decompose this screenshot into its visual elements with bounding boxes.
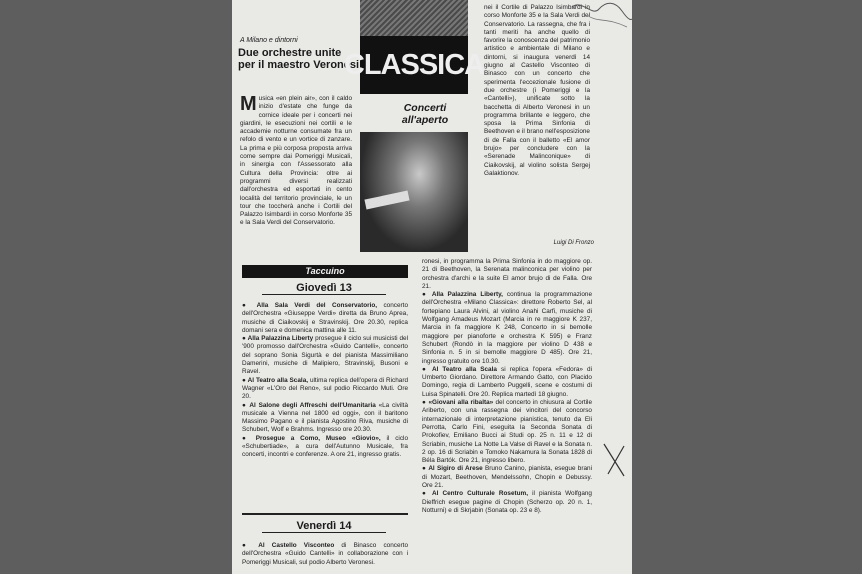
listing-item: ● Al Castello Visconteo di Binasco concerto dell'Orchestra «Guido Cantelli» in collaborazione con i Pomeriggi Musicali, sul podio Alberto Veronesi. [242, 542, 408, 566]
conductor-photo [360, 132, 468, 252]
taccuino-right-column [422, 258, 592, 574]
texture-band [360, 0, 468, 36]
kicker-line-1: Concerti [403, 102, 447, 114]
byline: Luigi Di Fronzo [553, 240, 594, 246]
listing-item: ● Al Teatro alla Scala, ultima replica dell'opera di Richard Wagner «L'Oro del Reno», sul podio Riccardo Muti. Ore 20. [242, 376, 408, 401]
listing-item: ● Al Salone degli Affreschi dell'Umanitaria «La civiltà musicale a Vienna nel 1800 ed oggi», con il baritono Massimo Pagano e il pianista Agostino Riva, musiche di Schubert, Wolf e Brahms. Ingresso ore 20.30. [242, 401, 408, 434]
listing-item: ● Prosegue a Como, Museo «Giovio», il ciclo «Schubertiade», a cura dell'Autunno Musicale, fra concerti, incontri e conferenze. A ore 21, ingresso gratis. [242, 434, 408, 459]
divider-rule [242, 513, 408, 515]
listing-item: ● Al Centro Culturale Rosetum, il pianista Wolfgang Dieffrich esegue pagine di Chopin (Scherzo op. 20 n. 1, Notturni) e di Skrjabin (Sonata op. 23 e 8). [422, 490, 592, 514]
listing-item: ronesi, in programma la Prima Sinfonia in do maggiore op. 21 di Beethoven, la Serenata malinconica per violino per orchestra d'archi e la suite El amor brujo di de Falla. Ore 21. [422, 258, 592, 290]
classica-section-box: CLASSICA [360, 36, 468, 94]
newspaper-clipping [232, 0, 632, 574]
listing-item: ● Al Sigiro di Arese Bruno Canino, pianista, esegue brani di Mozart, Beethoven, Mendelssohn, Chopin e Debussy. Ore 21. [422, 465, 592, 490]
listing-item: ● «Giovani alla ribalta» del concerto in chiusura al Cortile Ariberto, con una rassegna dei vincitori del concorso internazionale di interpretazione pianistica, tenuto da Eli Perrotta, Carlo Fini, eseguita la Seconda Sonata di Prokofiev, Emiliano Bucci ai Studi op. 25 n. 11 e 12 di Scriabin, musiche La Notte La Valse di Ravel e la Sonata n. 2 op. 16 di Scriabin e Tomoko Nakamura la Sonata 1828 di Béla Bartók. Ore 21, ingresso libero. [422, 399, 592, 465]
day-heading-friday: Venerdì 14 [262, 520, 386, 533]
listing-item: ● Alla Sala Verdi del Conservatorio, concerto dell'Orchestra «Giuseppe Verdi» diretta da Bruno Aprea, musiche di Ciaikovskij e Stravinskij. Ore 20.30, replica domani sera e domenica mattina alle 11. [242, 302, 408, 334]
lead-text: usica «en plein air», con il caldo inizio d'estate che funge da cornice ideale per i concerti nei giardini, le esecuzioni nei cortili e le accademie notturne consumate fra un refolo di vento e un vortice di zanzare. La prima e più corposa proposta arriva come sempre dai Pomeriggi Musicali, in sinergia con l'Assessorato alla Cultura della Provincia: oltre ai programmi diversi realizzati dall'orchestra ed esportati in cento località del territorio provinciale, le un tour che toccherà anche i Cortili del Palazzo Isimbardi in corso Monforte 35 e la Sala Verdi del Conservatorio. [240, 95, 352, 227]
article-headline [238, 47, 360, 71]
article-kicker [382, 102, 468, 126]
article-continuation: nei il Cortile di Palazzo Isimbardi in corso Monforte 35 e la Sala Verdi del Conservatorio. La rassegna, che fra i tanti meriti ha anche quello di favorire la conoscenza del patrimonio artistico e ambientale di Milano e dintorni, si inaugura venerdì 14 giugno al Castello Visconteo di Binasco con un concerto che sperimenta l'eccezionale fusione di due orchestre (i Pomeriggi e la «Cantelli»), unificate sotto la bacchetta di Alberto Veronesi in un programma brillante e leggero, che sposa la Prima Sinfonia di Beethoven e il brano nell'esposizione di de Falla con il balletto «El amor brujo» per concludere con la «Serenade Malinconique» di Ciaikovskij, al violino solista Sergej Galaktionov. [484, 4, 590, 177]
listing-item: ● Alla Palazzina Liberty prosegue il ciclo sui musicisti del '900 promosso dall'Orchestra «Guido Cantelli», concerto del soprano Sonia Sigurtà e del pianista Massimiliano Damerini, musiche di Malipiero, Stravinskij, Busoni e Ravel. [242, 335, 408, 376]
pen-mark [602, 440, 628, 480]
headline-line-1: Due orchestre unite [238, 47, 342, 59]
headline-line-2: per il maestro Veronesi [238, 59, 360, 71]
handwritten-signature [567, 0, 632, 37]
section-label: A Milano e dintorni [240, 37, 298, 44]
listing-item: ● Al Teatro alla Scala si replica l'opera «Fedora» di Umberto Giordano. Direttore Armando Gatto, con Placido Domingo, regia di Lamberto Puggelli, scene e costumi di Luisa Spinatelli. Ore 20. Replica martedì 18 giugno. [422, 365, 592, 398]
article-lead [240, 95, 352, 255]
taccuino-header: Taccuino [242, 265, 408, 278]
drop-cap: M [240, 95, 257, 115]
day-heading-thursday: Giovedì 13 [262, 282, 386, 295]
listing-item: ● Alla Palazzina Liberty, continua la programmazione dell'Orchestra «Milano Classica»: direttore Roberto Sel, al fortepiano Laura Alvini, al violino Anahi Carfi, musiche di Wolfgang Amadeus Mozart (Marcia in re maggiore K 237, Marcia in fa maggiore K 248, Concerto in si bemolle maggiore per pianoforte e orchestra K 595) e Franz Schubert (Rondò in la maggiore per violino D 438 e Sinfonia n. 5 in si bemolle maggiore D 485). Ore 21, ingresso gratuito ore 10.30. [422, 291, 592, 365]
kicker-line-2: all'aperto [401, 114, 449, 126]
taccuino-left-column [242, 302, 408, 512]
